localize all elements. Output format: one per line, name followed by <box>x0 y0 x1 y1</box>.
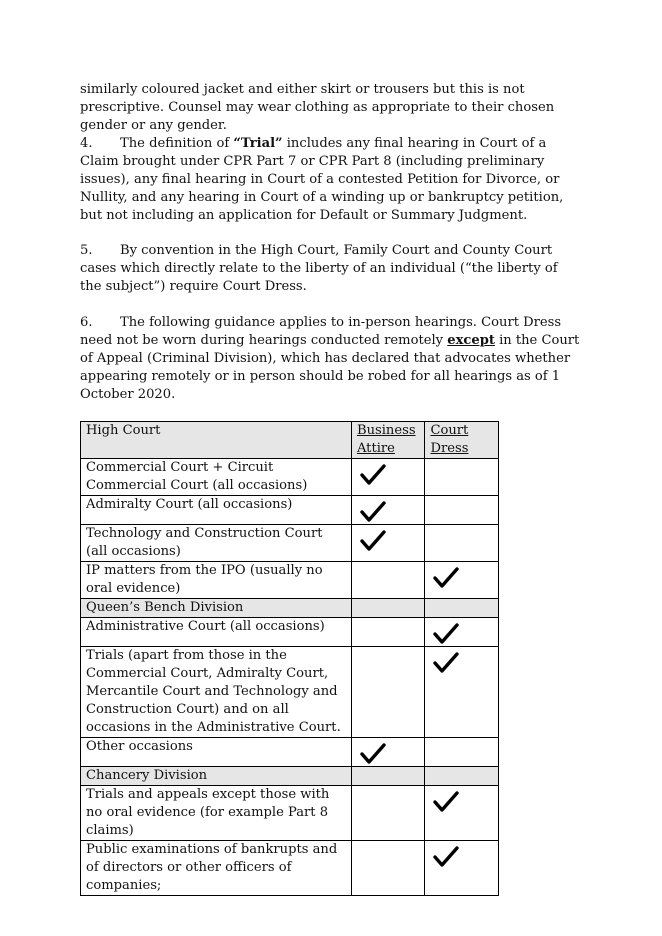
table-row <box>81 738 499 767</box>
table-row <box>81 786 499 841</box>
table-row <box>81 647 499 738</box>
paragraph-4-number: 4. <box>80 136 93 151</box>
paragraph-6 <box>80 314 580 404</box>
dress-code-table <box>80 421 499 896</box>
except-emphasis: except <box>447 333 495 348</box>
table-row <box>81 525 499 562</box>
business-attire-cell <box>351 599 425 618</box>
header-court-dress: Court Dress <box>425 422 499 459</box>
checkmark-icon <box>432 790 460 814</box>
paragraph-continuation-text: similarly coloured jacket and either skirt or trousers but this is not prescriptive. Counsel may wear clothing as appropriate to their chosen gender or any gender. <box>80 82 555 133</box>
business-attire-cell <box>351 647 425 738</box>
court-dress-cell <box>425 738 499 767</box>
business-attire-cell <box>351 841 425 896</box>
court-dress-cell <box>425 525 499 562</box>
checkmark-icon <box>432 622 460 646</box>
court-dress-cell <box>425 562 499 599</box>
trial-term: “Trial” <box>233 136 283 151</box>
business-attire-cell <box>351 738 425 767</box>
table-header-row <box>81 422 499 459</box>
business-attire-cell <box>351 459 425 496</box>
business-attire-cell <box>351 618 425 647</box>
paragraph-6-number: 6. <box>80 315 93 330</box>
paragraph-5 <box>80 242 580 296</box>
row-label: Administrative Court (all occasions) <box>81 618 352 647</box>
paragraph-5-number: 5. <box>80 243 93 258</box>
row-label: Other occasions <box>81 738 352 767</box>
paragraph-4 <box>80 135 580 225</box>
table-row <box>81 841 499 896</box>
row-label: Trials (apart from those in the Commercial Court, Admiralty Court, Mercantile Court and Technology and Construction Court) and on all occasions in the Administrative Court. <box>81 647 352 738</box>
court-dress-cell <box>425 841 499 896</box>
table-row <box>81 618 499 647</box>
business-attire-cell <box>351 562 425 599</box>
checkmark-icon <box>432 566 460 590</box>
business-attire-cell <box>351 786 425 841</box>
checkmark-icon <box>359 742 387 766</box>
row-label: Admiralty Court (all occasions) <box>81 496 352 525</box>
row-label: Technology and Construction Court (all occasions) <box>81 525 352 562</box>
court-dress-cell <box>425 647 499 738</box>
table-row <box>81 562 499 599</box>
paragraph-5-text: By convention in the High Court, Family Court and County Court cases which directly relate to the liberty of an individual (“the liberty of the subject”) require Court Dress. <box>80 243 558 294</box>
checkmark-icon <box>432 651 460 675</box>
table-body <box>81 459 499 896</box>
business-attire-cell <box>351 767 425 786</box>
section-label: Chancery Division <box>81 767 352 786</box>
paragraph-4-text-end: includes any final hearing in Court of a Claim brought under CPR Part 7 or CPR Part 8 (including preliminary issues), any final hearing in Court of a contested Petition for Divorce, or Nullity, and any hearing in Court of a winding up or bankruptcy petition, but not including an application for Default or Summary Judgment. <box>80 136 564 223</box>
court-dress-cell <box>425 767 499 786</box>
section-header-row <box>81 599 499 618</box>
row-label: Commercial Court + Circuit Commercial Court (all occasions) <box>81 459 352 496</box>
row-label: IP matters from the IPO (usually no oral evidence) <box>81 562 352 599</box>
business-attire-cell <box>351 525 425 562</box>
table-row <box>81 459 499 496</box>
court-dress-cell <box>425 786 499 841</box>
paragraph-6-text-end: in the Court of Appeal (Criminal Division), which has declared that advocates whether appearing remotely or in person should be robed for all hearings as of 1 October 2020. <box>80 333 580 402</box>
checkmark-icon <box>359 529 387 553</box>
table-row <box>81 496 499 525</box>
section-label: Queen’s Bench Division <box>81 599 352 618</box>
business-attire-cell <box>351 496 425 525</box>
paragraph-6-text-start: The following guidance applies to in-person hearings. Court Dress need not be worn during hearings conducted remotely <box>80 315 562 348</box>
court-dress-cell <box>425 496 499 525</box>
checkmark-icon <box>359 500 387 524</box>
row-label: Trials and appeals except those with no oral evidence (for example Part 8 claims) <box>81 786 352 841</box>
row-label: Public examinations of bankrupts and of directors or other officers of companies; <box>81 841 352 896</box>
paragraph-continuation <box>80 81 580 135</box>
checkmark-icon <box>432 845 460 869</box>
header-business-attire: Business Attire <box>351 422 425 459</box>
court-dress-cell <box>425 459 499 496</box>
checkmark-icon <box>359 463 387 487</box>
header-high-court: High Court <box>81 422 352 459</box>
court-dress-cell <box>425 599 499 618</box>
paragraph-4-text-start: The definition of <box>120 136 234 151</box>
section-header-row <box>81 767 499 786</box>
court-dress-cell <box>425 618 499 647</box>
